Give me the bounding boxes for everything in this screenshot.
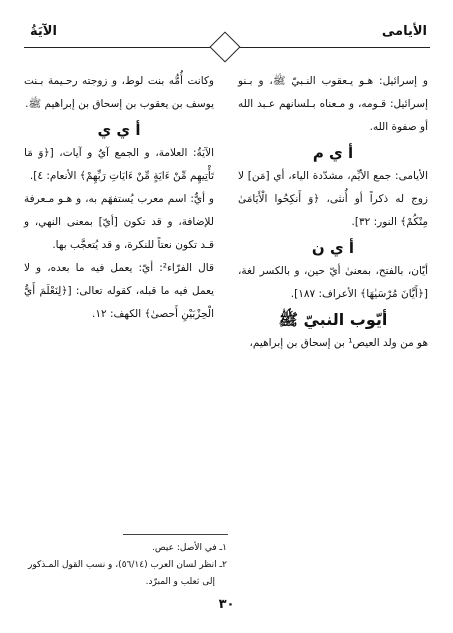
root-heading: أ ي م xyxy=(312,144,354,162)
paragraph: الأيامى: جمع الأيِّم، مشدّدة الياء، أي [مَن] لا زوج له ذكراً أو أُنثى، ﴿وَ أَنكِحُوا الْأَيَامَىٰ مِنْكُمْ﴾ النور: ٣٢]. xyxy=(238,170,428,228)
page-header xyxy=(0,0,453,60)
paragraph: و أيٌّ: اسم معرب يُستفهَم به، و هـو مـعرفة للإضافة، و قد تكون [أيّ] بمعنى النهي، و قـد تكون نعتاً للنكرة، و قد يُتعجَّب بها. xyxy=(24,193,214,251)
header-rule-right xyxy=(239,47,430,48)
paragraph: قال الفرّاء²: أيّ: يعمل فيه ما بعده، و لا يعمل فيه ما قبله، كقوله تعالى: [﴿لِنَعْلَمَ أَيُّ الْحِزْبَيْنِ أَحصىٰ﴾ الكهف: ١٢. xyxy=(24,262,214,320)
footnote-1: ١ـ في الأصل: عيص. xyxy=(152,543,227,553)
paragraph: و إسرائيل: هـو يـعقوب النـبيّ ﷺ، و بـنو إسرائيل: قـومه، و مـعناه بـلسانهم عـبد الله أو صفوة الله. xyxy=(238,75,428,133)
footnote-2-continuation: إلى ثعلب و المبرّد. xyxy=(145,577,215,587)
footnotes xyxy=(24,540,227,591)
page-number: ٣٠ xyxy=(218,597,235,612)
paragraph: الآيَةُ: العلامة، و الجمع آيٌ و آيات، [﴿وَ مَا تَأْتِيهِم مِّنْ ءَايَةٍ مِّنْ ءَايَاتِ رَبِّهِمْ﴾ الأنعام: ٤]. xyxy=(24,147,214,182)
paragraph: هو من ولد العيص¹ بن إسحاق بن إبراهيم، xyxy=(249,337,428,349)
header-right-word: الأيامى xyxy=(381,24,427,39)
entry-heading: أيّوب النبيّ ﷺ xyxy=(278,310,388,329)
footnote-2: ٢ـ انظر لسان العرب (٥٦/١٤)، و نسب القول المـذكور xyxy=(28,560,227,570)
footnote-separator xyxy=(123,534,228,535)
root-heading: أ ي ن xyxy=(311,239,355,257)
right-column xyxy=(238,70,428,355)
left-column xyxy=(24,70,214,326)
paragraph: وكانت أُمُّه بنت لوط، و زوجته رحـيمة بـنت يوسف بن يعقوب بن إسحاق بن إبراهيم ﷺ. xyxy=(24,75,214,110)
header-rule-left xyxy=(24,47,211,48)
header-diamond-ornament xyxy=(209,31,240,62)
root-heading: أ ي ي xyxy=(97,121,141,139)
paragraph: أيّان، بالفتح، بمعنىٰ أيّ حين، و بالكسر لغة، [﴿أَيَّانَ مُرْسَيٰهَا﴾ الأعراف: ١٨٧]. xyxy=(238,265,428,300)
header-left-word: الآيَةُ xyxy=(30,24,57,39)
